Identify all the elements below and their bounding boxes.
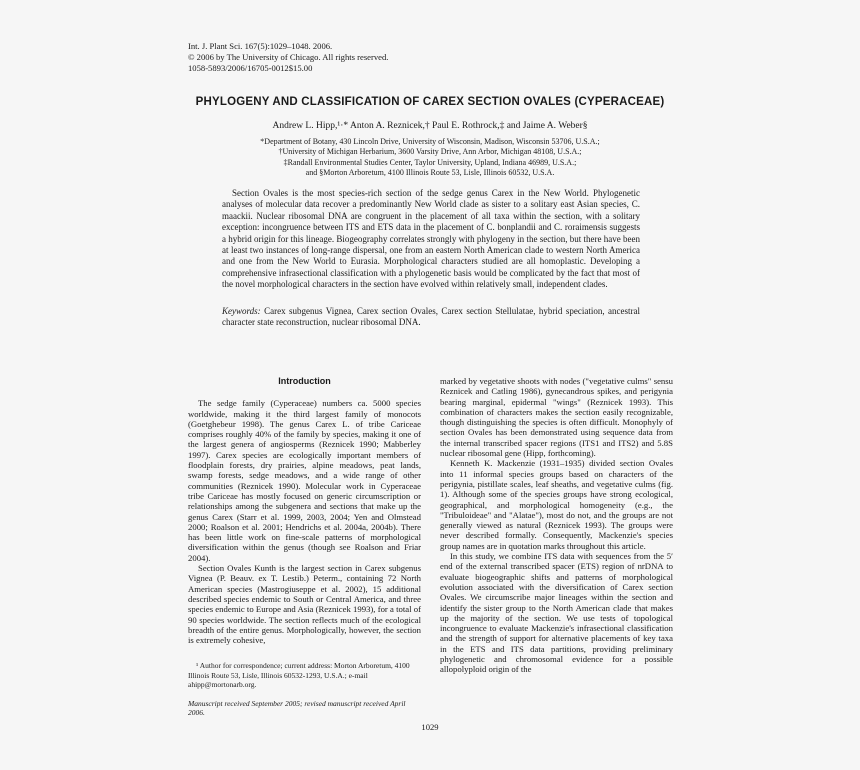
section-heading: Introduction xyxy=(278,376,331,386)
affiliation: ‡Randall Environmental Studies Center, Taylor University, Upland, Indiana 46989, U.S.A.; xyxy=(283,157,577,167)
journal-citation: Int. J. Plant Sci. 167(5):1029–1048. 2006. xyxy=(188,41,333,51)
footnote xyxy=(188,661,421,718)
keywords-label: Keywords: xyxy=(222,306,261,316)
page-number: 1029 xyxy=(421,722,439,732)
affiliation: †University of Michigan Herbarium, 3600 Varsity Drive, Ann Arbor, Michigan 48108, U.S.A.; xyxy=(278,147,582,157)
affiliations xyxy=(0,137,860,179)
manuscript-dates: Manuscript received September 2005; revised manuscript received April 2006. xyxy=(188,698,406,718)
issn-line: 1058-5893/2006/16705-0012$15.00 xyxy=(188,63,313,73)
journal-header xyxy=(188,41,388,74)
body-paragraph: marked by vegetative shoots with nodes ("vegetative culms" sensu Reznicek and Catling 1986), gynecandrous spikes, and perigynia bearing marginal, epidermal "wings" (Reznicek 1993). This combination of characters makes the section easily recognizable, though distinguishing the species is often difficult. Monophyly of section Ovales has been demonstrated using sequence data from the internal transcribed spacer regions (ITS1 and ITS2) and 5.8S nuclear ribosomal gene (Hipp, forthcoming). xyxy=(440,376,673,459)
keywords-text: Carex subgenus Vignea, Carex section Ovales, Carex section Stellulatae, hybrid speciation, ancestral character state reconstruction, nuclear ribosomal DNA. xyxy=(222,306,641,328)
article-title: PHYLOGENY AND CLASSIFICATION OF CAREX SECTION OVALES (CYPERACEAE) xyxy=(195,96,665,108)
author-list: Andrew L. Hipp,¹·* Anton A. Reznicek,† Paul E. Rothrock,‡ and Jaime A. Weber§ xyxy=(272,121,588,131)
right-column xyxy=(440,376,673,675)
left-column xyxy=(188,376,421,645)
affiliation: and §Morton Arboretum, 4100 Illinois Route 53, Lisle, Illinois 60532, U.S.A. xyxy=(305,168,555,178)
body-paragraph: Section Ovales Kunth is the largest section in Carex subgenus Vignea (P. Beauv. ex T. Lestib.) Peterm., containing 72 North American species (Mastrogiuseppe et al. 2002), 15 additional described species endemic to South or Central America, and three species endemic to Europe and Asia (Reznicek 1993), for a total of 90 species worldwide. The section reflects much of the ecological breadth of the entire genus. Morphologically, however, the section is extremely cohesive, xyxy=(188,563,421,646)
affiliation: *Department of Botany, 430 Lincoln Drive, University of Wisconsin, Madison, Wisconsin 53706, U.S.A.; xyxy=(260,137,600,146)
abstract: Section Ovales is the most species-rich section of the sedge genus Carex in the New World. Phylogenetic analyses of molecular data recover a predominantly New World clade as sister to a solitary east Asian species, C. maackii. Nuclear ribosomal DNA are congruent in the placement of all taxa within the section, with a solitary exception: incongruence between ITS and ETS data in the placement of C. bonplandii and C. roraimensis suggests a hybrid origin for this lineage. Biogeography correlates strongly with phylogeny in the section, but there have been at least two instances of long-range dispersal, one from an eastern North American clade to western North America and one from the New World to Eurasia. Morphological characters studied are all homoplastic. Developing a comprehensive infrasectional classification with a phylogenetic basis would be complicated by the fact that most of the novel morphological characters in the section have evolved within relatively small, independent clades. xyxy=(222,188,640,290)
body-paragraph: In this study, we combine ITS data with sequences from the 5′ end of the external transcribed spacer (ETS) region of nrDNA to evaluate biogeographic shifts and patterns of morphological evolution associated with the diversification of Carex section Ovales. We circumscribe major lineages within the section and identify the sister group to the North American clade that makes up the majority of the section. We use tests of topological incongruence to evaluate Mackenzie's infrasectional classification and the strength of support for alternative placements of key taxa in the ETS and ITS data partitions, providing preliminary phylogenetic and chromosomal evidence for a possible allopolyploid origin of the xyxy=(440,551,673,675)
body-paragraph: Kenneth K. Mackenzie (1931–1935) divided section Ovales into 11 informal species groups based on characters of the perigynia, pistillate scales, leaf sheaths, and vegetative culms (fig. 1). Although some of the species groups have strong ecological, geographical, and morphological homogeneity (e.g., the "Tribuloideae" and "Alatae"), most do not, and the groups are not generally viewed as natural (Reznicek 1993). The groups were never described formally. Consequently, Mackenzie's species group names are in quotation marks throughout this article. xyxy=(440,458,673,551)
keywords xyxy=(222,306,640,329)
body-paragraph: The sedge family (Cyperaceae) numbers ca. 5000 species worldwide, making it the third largest family of monocots (Goetghebeur 1998). The genus Carex L. of tribe Cariceae comprises roughly 40% of the family by species, making it one of the largest genera of angiosperms (Reznicek 1990; Mabberley 1997). Carex species are ecologically important members of floodplain forests, dry prairies, alpine meadows, peat lands, swamp forests, sedge meadows, and a wide range of other communities (Reznicek 1990). Molecular work in Cyperaceae tribe Cariceae has mostly focused on generic circumscription or relationships among the subgenera and sections that make up the genus Carex (Starr et al. 1999, 2003, 2004; Yen and Olmstead 2000; Roalson et al. 2001; Hendrichs et al. 2004a, 2004b). There has been little work on fine-scale patterns of morphological diversification within the genus (though see Roalson and Friar 2004). xyxy=(188,398,421,563)
copyright-line: © 2006 by The University of Chicago. All rights reserved. xyxy=(188,52,389,62)
footnote-text: ¹ Author for correspondence; current address: Morton Arboretum, 4100 Illinois Route 53, Lisle, Illinois 60532-1293, U.S.A.; e-mail ahipp@mortonarb.org. xyxy=(188,661,410,690)
